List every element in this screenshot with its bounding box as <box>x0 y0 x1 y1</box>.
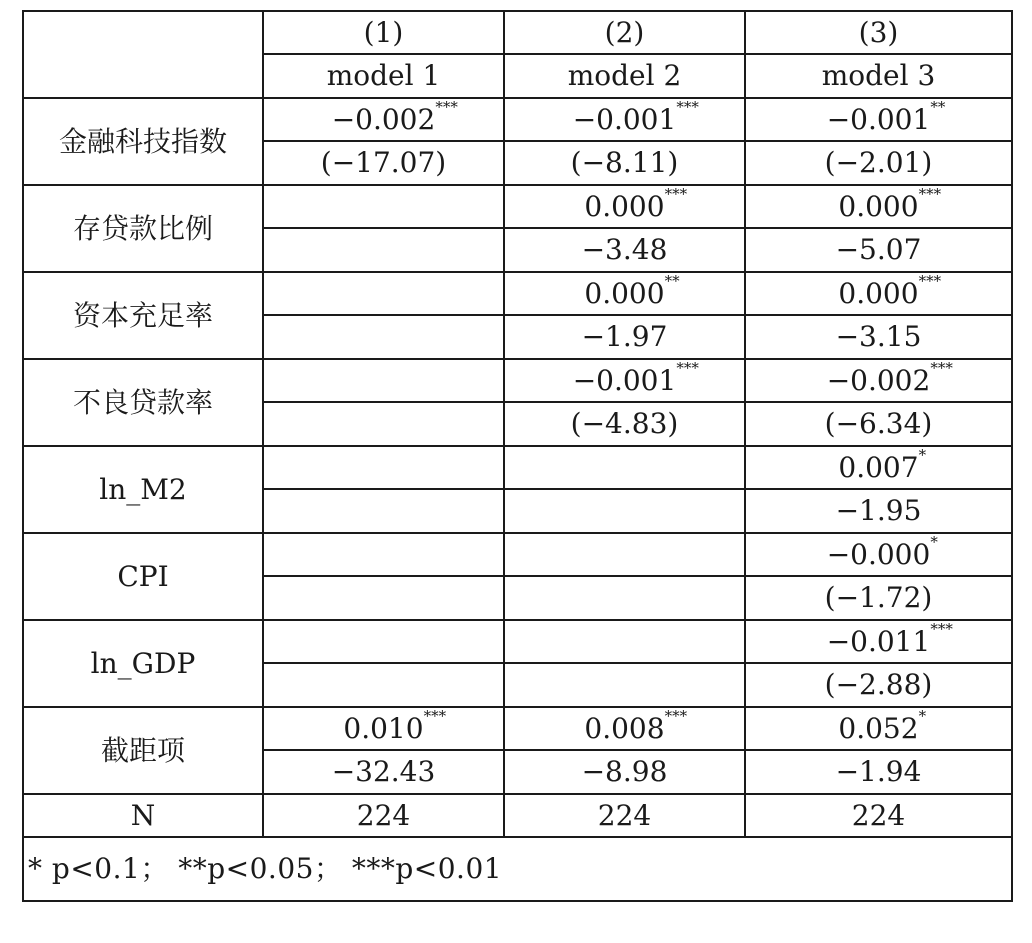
stat-cell <box>263 663 504 707</box>
coef-value: −0.001 <box>826 102 931 136</box>
coef-cell <box>263 272 504 315</box>
coef-cell <box>504 98 745 141</box>
note-row <box>23 837 1012 901</box>
significance-note <box>23 837 1012 901</box>
table-row <box>23 707 1012 750</box>
significance-stars: *** <box>918 271 942 290</box>
coef-value: 0.000 <box>838 189 919 223</box>
header-model-1: model 1 <box>263 54 504 98</box>
header-corner-cell <box>23 11 263 98</box>
significance-stars: *** <box>930 619 953 638</box>
regression-table <box>22 10 1013 902</box>
stat-cell: (−4.83) <box>504 402 745 446</box>
table-row <box>23 185 1012 228</box>
significance-stars: *** <box>435 97 458 116</box>
coef-cell <box>504 446 745 489</box>
coef-cell <box>263 620 504 663</box>
n-row <box>23 794 1012 837</box>
significance-stars: * <box>918 445 927 464</box>
stat-cell: −5.07 <box>745 228 1012 272</box>
coef-value: −0.011 <box>826 624 931 658</box>
header-model-3: model 3 <box>745 54 1012 98</box>
stat-cell: −1.95 <box>745 489 1012 533</box>
coef-value: 0.007 <box>838 450 919 484</box>
stat-cell: (−6.34) <box>745 402 1012 446</box>
significance-stars: * <box>918 706 927 725</box>
stat-cell <box>263 402 504 446</box>
row-label: CPI <box>23 533 263 620</box>
significance-note-text: * p<0.1； **p<0.05； ***p<0.01 <box>28 852 503 885</box>
stat-cell <box>504 576 745 620</box>
significance-stars: *** <box>676 358 699 377</box>
coef-value: 0.000 <box>584 189 665 223</box>
row-label: 截距项 <box>23 707 263 794</box>
header-col-1: (1) <box>263 11 504 54</box>
table-row <box>23 446 1012 489</box>
table-row <box>23 98 1012 141</box>
n-label: N <box>23 794 263 837</box>
stat-cell <box>263 576 504 620</box>
stat-cell: −3.48 <box>504 228 745 272</box>
header-model-2: model 2 <box>504 54 745 98</box>
significance-stars: ** <box>930 97 946 116</box>
header-col-3: (3) <box>745 11 1012 54</box>
coef-cell <box>504 185 745 228</box>
row-label: ln_M2 <box>23 446 263 533</box>
coef-cell <box>263 359 504 402</box>
coef-cell <box>263 446 504 489</box>
table-row <box>23 533 1012 576</box>
coef-cell <box>263 185 504 228</box>
coef-cell <box>745 446 1012 489</box>
coef-cell <box>263 707 504 750</box>
coef-value: 0.000 <box>584 276 665 310</box>
coef-cell <box>745 359 1012 402</box>
significance-stars: * <box>930 532 938 551</box>
coef-value: −0.000 <box>826 537 931 571</box>
coef-cell <box>504 620 745 663</box>
significance-stars: *** <box>676 97 699 116</box>
row-label: ln_GDP <box>23 620 263 707</box>
table-row <box>23 272 1012 315</box>
stat-cell: (−17.07) <box>263 141 504 185</box>
significance-stars: *** <box>664 706 688 725</box>
table-row <box>23 620 1012 663</box>
coef-cell <box>504 359 745 402</box>
coef-cell <box>504 533 745 576</box>
stat-cell <box>504 489 745 533</box>
stat-cell <box>504 663 745 707</box>
significance-stars: *** <box>918 184 942 203</box>
row-label: 不良贷款率 <box>23 359 263 446</box>
coef-value: 0.000 <box>838 276 919 310</box>
coef-value: −0.001 <box>572 102 677 136</box>
stat-cell: (−1.72) <box>745 576 1012 620</box>
coef-cell <box>745 620 1012 663</box>
coef-cell <box>504 707 745 750</box>
coef-value: −0.002 <box>331 102 436 136</box>
coef-cell <box>504 272 745 315</box>
row-label: 资本充足率 <box>23 272 263 359</box>
coef-value: 0.052 <box>838 711 919 745</box>
stat-cell: −1.94 <box>745 750 1012 794</box>
header-col-2: (2) <box>504 11 745 54</box>
stat-cell: −1.97 <box>504 315 745 359</box>
stat-cell: (−2.88) <box>745 663 1012 707</box>
coef-cell <box>745 98 1012 141</box>
coef-value: 0.008 <box>584 711 665 745</box>
coef-cell <box>745 707 1012 750</box>
coef-cell <box>745 533 1012 576</box>
significance-stars: *** <box>664 184 688 203</box>
significance-stars: *** <box>423 706 447 725</box>
row-label: 金融科技指数 <box>23 98 263 185</box>
n-value: 224 <box>504 794 745 837</box>
header-row-numbers <box>23 11 1012 54</box>
stat-cell: (−2.01) <box>745 141 1012 185</box>
coef-value: 0.010 <box>343 711 424 745</box>
coef-value: −0.002 <box>826 363 931 397</box>
stat-cell: −32.43 <box>263 750 504 794</box>
n-value: 224 <box>745 794 1012 837</box>
coef-cell <box>263 98 504 141</box>
table-row <box>23 359 1012 402</box>
coef-cell <box>745 272 1012 315</box>
coef-cell <box>263 533 504 576</box>
n-value: 224 <box>263 794 504 837</box>
stat-cell <box>263 228 504 272</box>
row-label: 存贷款比例 <box>23 185 263 272</box>
significance-stars: ** <box>664 271 680 290</box>
stat-cell: −3.15 <box>745 315 1012 359</box>
stat-cell: (−8.11) <box>504 141 745 185</box>
stat-cell: −8.98 <box>504 750 745 794</box>
stat-cell <box>263 315 504 359</box>
coef-cell <box>745 185 1012 228</box>
coef-value: −0.001 <box>572 363 677 397</box>
significance-stars: *** <box>930 358 953 377</box>
stat-cell <box>263 489 504 533</box>
